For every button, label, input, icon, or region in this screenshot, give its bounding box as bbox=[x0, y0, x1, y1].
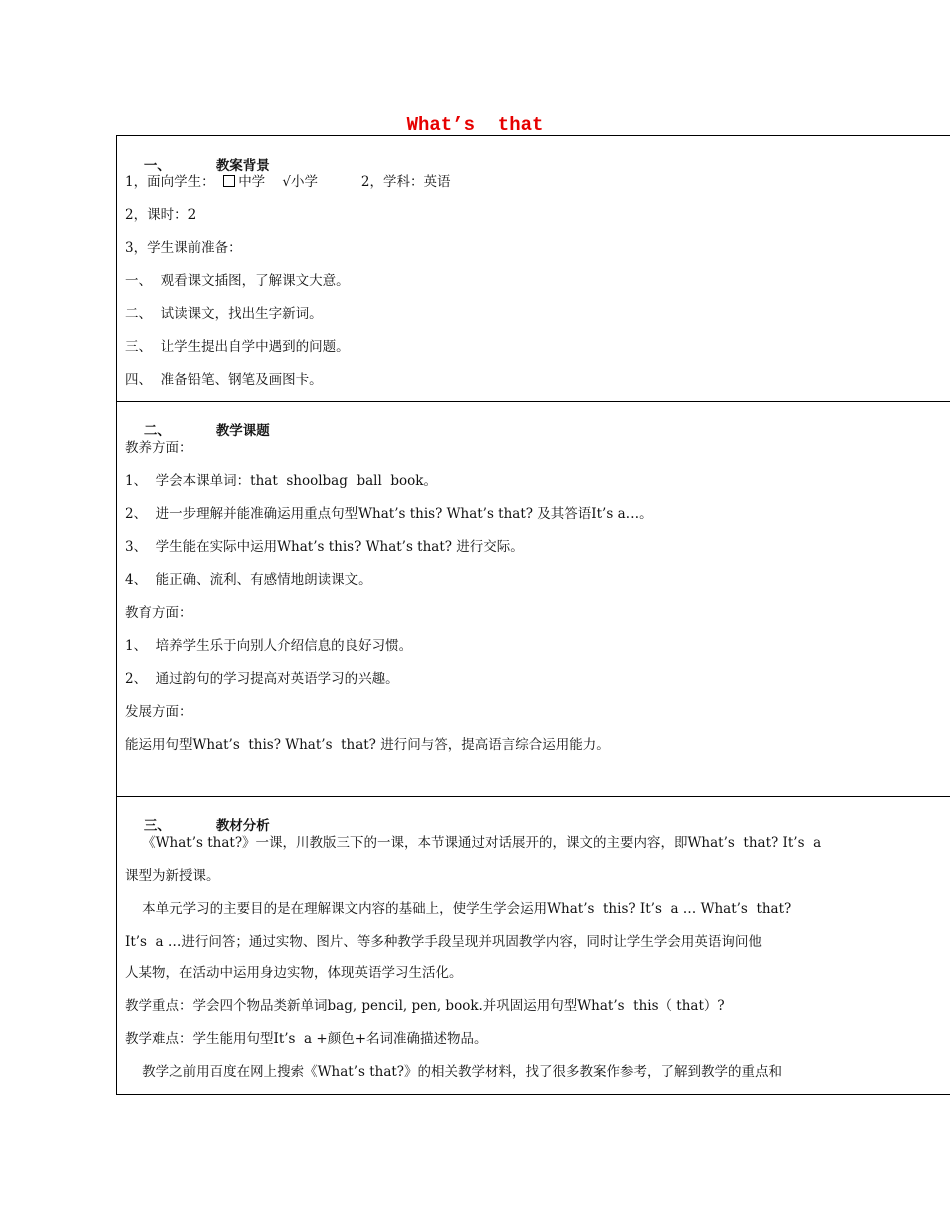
target-students-line bbox=[125, 174, 450, 190]
paragraph-line: 教学之前用百度在网上搜索《What’s that?》的相关教学材料，找了很多教案作参考，了解到教学的重点和 bbox=[125, 1064, 783, 1080]
text-line: 发展方面： bbox=[125, 704, 193, 720]
option-middle-school: 中学 bbox=[238, 174, 266, 190]
section-title: 教学课题 bbox=[215, 423, 270, 439]
section-topic bbox=[116, 401, 950, 797]
text-line: 能运用句型What’s this? What’s that? 进行问与答，提高语言综合运用能力。 bbox=[125, 737, 610, 753]
paragraph-line: It’s a …进行问答；通过实物、图片、等多种教学手段呈现并巩固教学内容，同时让学生学会用英语询问他 bbox=[125, 934, 762, 950]
section-number: 一、 bbox=[143, 158, 171, 174]
paragraph-line: 本单元学习的主要目的是在理解课文内容的基础上，使学生学会运用What’s this? It’s a … What’s that? bbox=[125, 901, 792, 917]
option-primary-school: √小学 bbox=[282, 174, 318, 190]
section-title: 教案背景 bbox=[215, 158, 270, 174]
class-hours: 2，课时：2 bbox=[125, 207, 197, 223]
text-line: 2、 通过韵句的学习提高对英语学习的兴趣。 bbox=[125, 671, 399, 687]
text-line: 教育方面： bbox=[125, 605, 193, 621]
checkbox-icon bbox=[223, 175, 235, 187]
text-line: 2、 进一步理解并能准确运用重点句型What’s this? What’s that? 及其答语It’s a…。 bbox=[125, 506, 653, 522]
text-line: 教养方面： bbox=[125, 440, 193, 456]
document-title: What’s that bbox=[406, 114, 544, 136]
target-label: 1，面向学生： bbox=[125, 174, 215, 190]
subject-label: 2，学科：英语 bbox=[360, 174, 451, 190]
prep-heading: 3，学生课前准备： bbox=[125, 240, 242, 256]
teaching-key-point: 教学重点：学会四个物品类新单词bag, pencil, pen, book.并巩固运用句型What’s this（ that）? bbox=[125, 998, 725, 1014]
section-background bbox=[116, 135, 950, 402]
section-number: 二、 bbox=[143, 423, 171, 439]
paragraph-line: 《What’s that?》一课，川教版三下的一课，本节课通过对话展开的，课文的主要内容，即What’s that? It’s a bbox=[125, 835, 822, 851]
prep-item: 二、 试读课文，找出生字新词。 bbox=[125, 306, 323, 322]
teaching-difficulty: 教学难点：学生能用句型It’s a +颜色+名词准确描述物品。 bbox=[125, 1031, 488, 1047]
prep-item: 一、 观看课文插图，了解课文大意。 bbox=[125, 273, 350, 289]
paragraph-line: 课型为新授课。 bbox=[125, 868, 220, 884]
prep-item: 三、 让学生提出自学中遇到的问题。 bbox=[125, 339, 350, 355]
paragraph-line: 人某物，在活动中运用身边实物，体现英语学习生活化。 bbox=[125, 965, 463, 981]
section-title: 教材分析 bbox=[215, 818, 270, 834]
text-line: 4、 能正确、流利、有感情地朗读课文。 bbox=[125, 572, 372, 588]
text-line: 1、 培养学生乐于向别人介绍信息的良好习惯。 bbox=[125, 638, 413, 654]
section-analysis bbox=[116, 796, 950, 1095]
text-line: 3、 学生能在实际中运用What’s this? What’s that? 进行交际。 bbox=[125, 539, 524, 555]
section-number: 三、 bbox=[143, 818, 171, 834]
text-line: 1、 学会本课单词：that shoolbag ball book。 bbox=[125, 473, 437, 489]
prep-item: 四、 准备铅笔、钢笔及画图卡。 bbox=[125, 372, 323, 388]
